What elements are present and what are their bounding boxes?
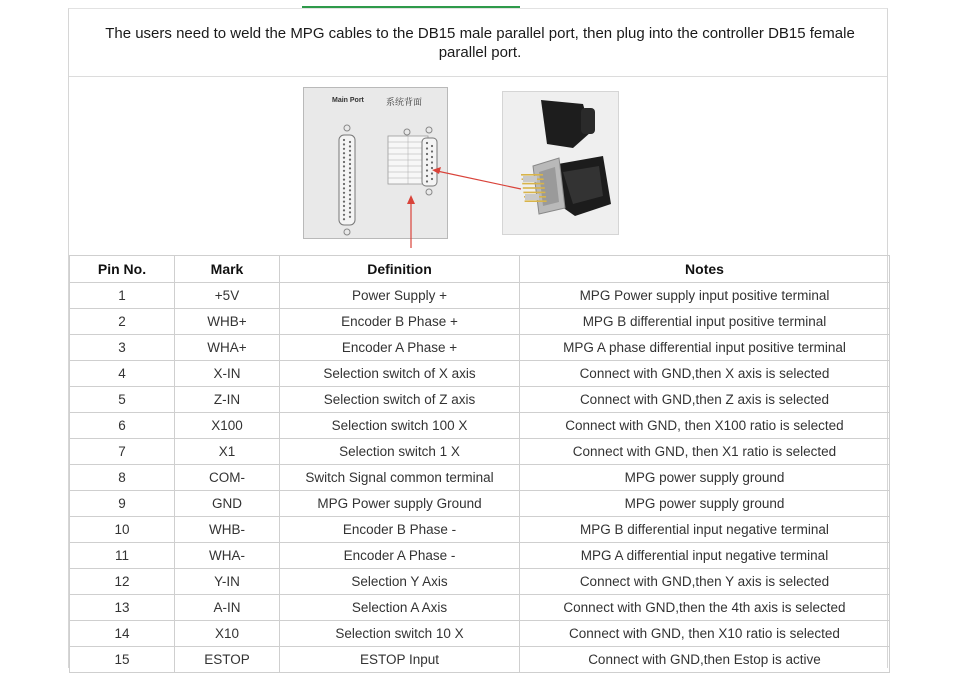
cell-pin-no: 4 [70, 361, 175, 387]
cell-mark: GND [175, 491, 280, 517]
table-row [70, 595, 890, 621]
cell-pin-no: 8 [70, 465, 175, 491]
table-row [70, 465, 890, 491]
cell-pin-no: 11 [70, 543, 175, 569]
pin-definition-table [69, 255, 890, 673]
cell-mark: COM- [175, 465, 280, 491]
cell-pin-no: 2 [70, 309, 175, 335]
cell-mark: X1 [175, 439, 280, 465]
cell-definition: Selection switch of Z axis [280, 387, 520, 413]
cell-definition: Selection switch 1 X [280, 439, 520, 465]
cell-definition: Switch Signal common terminal [280, 465, 520, 491]
intro-text: The users need to weld the MPG cables to the DB15 male parallel port, then plug into the controller DB15 female parallel port. [105, 25, 855, 61]
cell-notes: Connect with GND,then the 4th axis is selected [520, 595, 890, 621]
cell-notes: MPG A differential input negative terminal [520, 543, 890, 569]
cell-definition: MPG Power supply Ground [280, 491, 520, 517]
cell-notes: Connect with GND,then Estop is active [520, 647, 890, 673]
cell-mark: X-IN [175, 361, 280, 387]
cell-definition: Encoder B Phase - [280, 517, 520, 543]
db15-connector-photo [502, 91, 619, 235]
cell-mark: ESTOP [175, 647, 280, 673]
cell-notes: MPG power supply ground [520, 465, 890, 491]
header-mark: Mark [175, 256, 280, 283]
cell-definition: Encoder B Phase + [280, 309, 520, 335]
cell-mark: WHB+ [175, 309, 280, 335]
table-row [70, 491, 890, 517]
cell-definition: Power Supply + [280, 283, 520, 309]
cell-notes: MPG power supply ground [520, 491, 890, 517]
table-row [70, 621, 890, 647]
cell-mark: WHA+ [175, 335, 280, 361]
cell-notes: Connect with GND,then X axis is selected [520, 361, 890, 387]
cell-mark: Y-IN [175, 569, 280, 595]
cell-mark: X10 [175, 621, 280, 647]
cell-mark: Z-IN [175, 387, 280, 413]
cell-pin-no: 15 [70, 647, 175, 673]
cell-notes: Connect with GND,then Z axis is selected [520, 387, 890, 413]
cell-mark: WHB- [175, 517, 280, 543]
table-row [70, 569, 890, 595]
cell-pin-no: 6 [70, 413, 175, 439]
cell-mark: A-IN [175, 595, 280, 621]
cell-mark: +5V [175, 283, 280, 309]
cell-pin-no: 14 [70, 621, 175, 647]
table-row [70, 387, 890, 413]
cell-definition: Selection switch of X axis [280, 361, 520, 387]
db15-connector-illustration [503, 92, 619, 235]
cell-pin-no: 5 [70, 387, 175, 413]
controller-back-panel-diagram [303, 87, 448, 239]
divider [69, 76, 887, 77]
cell-notes: Connect with GND,then Y axis is selected [520, 569, 890, 595]
cell-definition: Encoder A Phase - [280, 543, 520, 569]
cell-pin-no: 12 [70, 569, 175, 595]
table-row [70, 309, 890, 335]
table-row [70, 335, 890, 361]
cell-mark: WHA- [175, 543, 280, 569]
cell-pin-no: 10 [70, 517, 175, 543]
table-row [70, 543, 890, 569]
cell-definition: Encoder A Phase + [280, 335, 520, 361]
table-row [70, 283, 890, 309]
cell-notes: Connect with GND, then X100 ratio is selected [520, 413, 890, 439]
table-row [70, 361, 890, 387]
cell-notes: MPG A phase differential input positive terminal [520, 335, 890, 361]
header-definition: Definition [280, 256, 520, 283]
cell-notes: MPG B differential input positive terminal [520, 309, 890, 335]
cell-notes: MPG B differential input negative terminal [520, 517, 890, 543]
cell-notes: MPG Power supply input positive terminal [520, 283, 890, 309]
cell-pin-no: 7 [70, 439, 175, 465]
cell-notes: Connect with GND, then X10 ratio is selected [520, 621, 890, 647]
table-row [70, 517, 890, 543]
panel-label-system-back: 系统背面 [386, 98, 423, 108]
header-pin-no: Pin No. [70, 256, 175, 283]
cell-definition: ESTOP Input [280, 647, 520, 673]
cell-pin-no: 13 [70, 595, 175, 621]
cell-definition: Selection switch 100 X [280, 413, 520, 439]
cell-definition: Selection A Axis [280, 595, 520, 621]
table-row [70, 439, 890, 465]
panel-connectors-drawing [304, 88, 449, 240]
table-row [70, 647, 890, 673]
cell-mark: X100 [175, 413, 280, 439]
cell-notes: Connect with GND, then X1 ratio is selected [520, 439, 890, 465]
cell-pin-no: 1 [70, 283, 175, 309]
cell-pin-no: 3 [70, 335, 175, 361]
cell-definition: Selection switch 10 X [280, 621, 520, 647]
cell-definition: Selection Y Axis [280, 569, 520, 595]
cell-pin-no: 9 [70, 491, 175, 517]
panel-label-main-port: Main Port [332, 97, 364, 104]
table-row [70, 413, 890, 439]
header-notes: Notes [520, 256, 890, 283]
table-header-row [70, 256, 890, 283]
